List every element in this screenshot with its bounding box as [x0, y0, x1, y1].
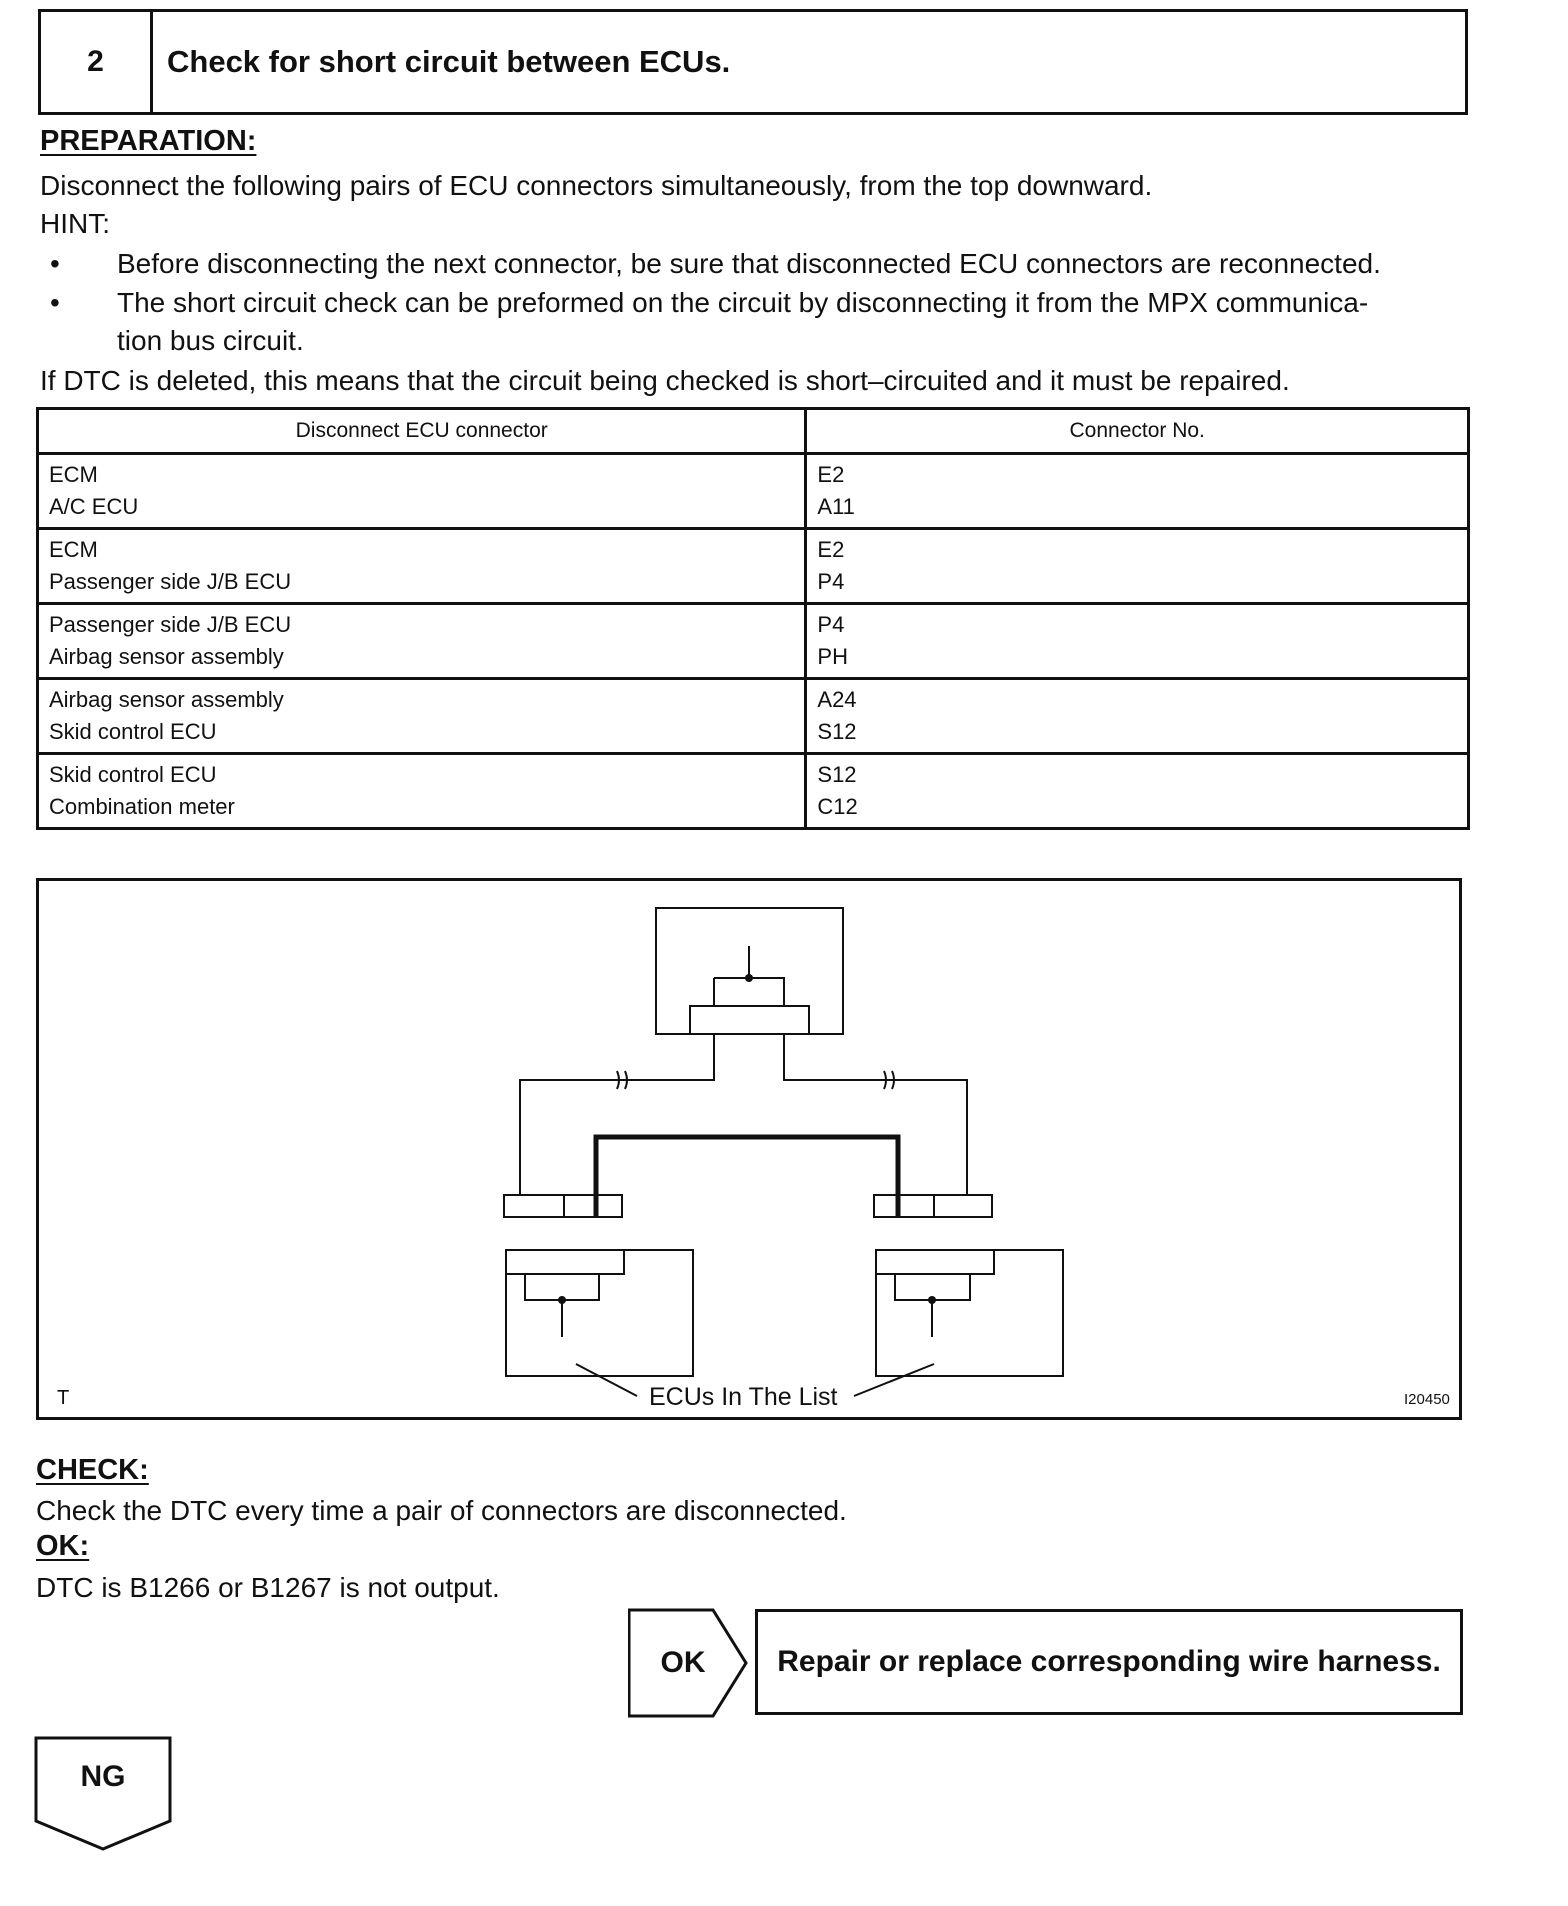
figure-caption: ECUs In The List — [649, 1383, 838, 1411]
ecu-name: Airbag sensor assembly — [49, 687, 284, 712]
connector-no: E2 — [817, 462, 845, 487]
dtc-note: If DTC is deleted, this means that the circuit being checked is short–circuited and it must be repaired. — [40, 365, 1290, 396]
connector-no: P4 — [817, 612, 845, 637]
table-cell-connectors — [806, 679, 1469, 754]
ecu-name: Passenger side J/B ECU — [49, 569, 292, 594]
hint-bullet-2: The short circuit check can be preformed on the circuit by disconnecting it from the MPX communica- — [117, 287, 1369, 318]
connector-no: S12 — [817, 762, 857, 787]
connector-no: A11 — [817, 494, 855, 519]
caption-leader-right — [854, 1364, 934, 1396]
ok-result-box — [755, 1609, 1463, 1715]
table-cell-ecus — [38, 604, 806, 679]
ecu-name: ECM — [49, 462, 98, 487]
ok-label: OK — [660, 1646, 706, 1679]
hint-bullet-1: Before disconnecting the next connector, be sure that disconnected ECU connectors are reconnected. — [117, 248, 1381, 279]
ecu-name: Skid control ECU — [49, 762, 217, 787]
table-cell-connectors — [806, 529, 1469, 604]
table-cell-ecus — [38, 679, 806, 754]
ecu-name: Airbag sensor assembly — [49, 644, 284, 669]
column-header: Disconnect ECU connector — [38, 409, 806, 454]
table-row — [38, 454, 1469, 529]
bullet-dot: • — [50, 287, 60, 318]
connector-no: C12 — [817, 794, 858, 819]
ecu-name: Combination meter — [49, 794, 235, 819]
ok-heading: OK: — [36, 1530, 90, 1562]
right-ecu-connector — [876, 1250, 994, 1274]
connector-no: P4 — [817, 569, 845, 594]
ecu-name: Skid control ECU — [49, 719, 217, 744]
connector-no: S12 — [817, 719, 857, 744]
connector-no: PH — [817, 644, 848, 669]
table-row — [38, 529, 1469, 604]
left-ecu-box — [506, 1250, 693, 1376]
bullet-dot: • — [50, 248, 60, 279]
ecu-name: ECM — [49, 537, 98, 562]
ok-result-text: Repair or replace corresponding wire harness. — [777, 1645, 1441, 1678]
connector-table — [36, 407, 1470, 830]
table-cell-ecus — [38, 529, 806, 604]
table-cell-connectors — [806, 454, 1469, 529]
wiring-diagram-frame — [36, 878, 1462, 1420]
ok-criteria-text: DTC is B1266 or B1267 is not output. — [36, 1572, 500, 1603]
connector-no: A24 — [817, 687, 857, 712]
hint-bullet-2-cont: tion bus circuit. — [117, 325, 304, 356]
table-header-row — [38, 409, 1469, 454]
ecu-name: A/C ECU — [49, 494, 139, 519]
figure-id: I20450 — [1404, 1391, 1450, 1408]
right-ecu-box — [876, 1250, 1063, 1376]
table-cell-ecus — [38, 754, 806, 829]
step-title: Check for short circuit between ECUs. — [167, 44, 731, 79]
bus-wire — [596, 1137, 898, 1217]
left-feed-wire — [520, 1034, 714, 1195]
ecu-name: Passenger side J/B ECU — [49, 612, 292, 637]
table-row — [38, 604, 1469, 679]
connector-no: E2 — [817, 537, 845, 562]
table-cell-connectors — [806, 604, 1469, 679]
check-heading: CHECK: — [36, 1454, 149, 1486]
check-text: Check the DTC every time a pair of connectors are disconnected. — [36, 1495, 847, 1526]
preparation-heading: PREPARATION: — [40, 125, 257, 157]
top-ecu-connector — [690, 1006, 809, 1034]
column-header: Connector No. — [806, 409, 1469, 454]
caption-leader-left — [576, 1364, 637, 1396]
figure-corner-mark: T — [57, 1387, 70, 1409]
table-cell-connectors — [806, 754, 1469, 829]
table-row — [38, 679, 1469, 754]
step-number: 2 — [41, 12, 153, 112]
hint-label: HINT: — [40, 208, 110, 239]
left-ecu-connector — [506, 1250, 624, 1274]
wiring-diagram — [39, 881, 1459, 1417]
table-cell-ecus — [38, 454, 806, 529]
ng-label: NG — [80, 1760, 126, 1793]
table-row — [38, 754, 1469, 829]
preparation-text: Disconnect the following pairs of ECU connectors simultaneously, from the top downward. — [40, 170, 1153, 201]
right-feed-wire — [784, 1034, 967, 1195]
step-header — [38, 9, 1468, 115]
